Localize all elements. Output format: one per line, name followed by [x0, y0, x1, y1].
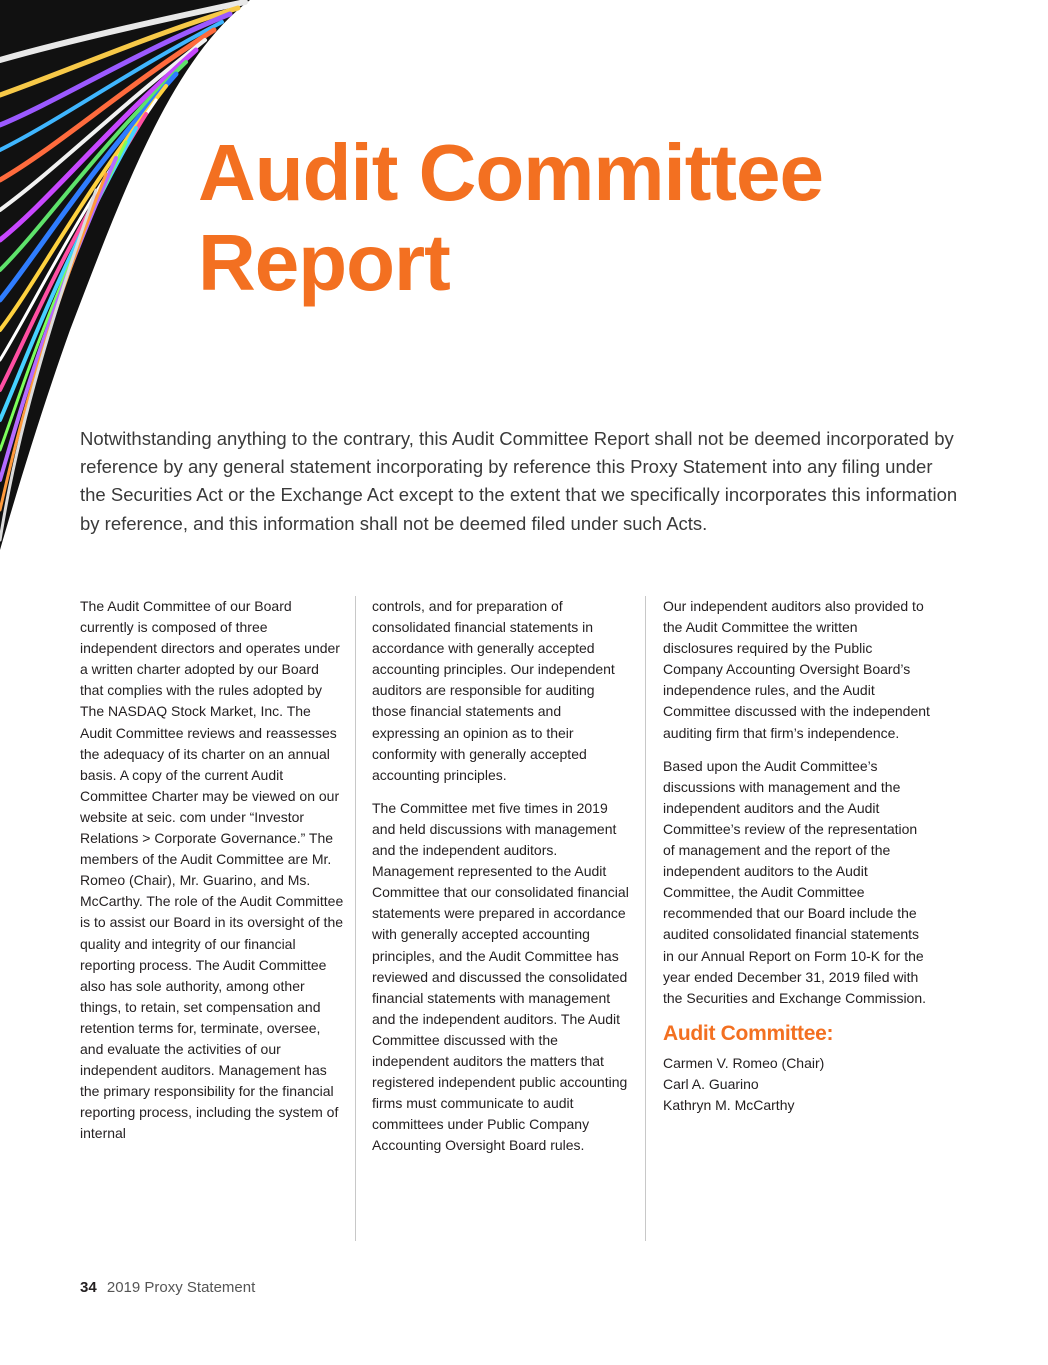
- column-1-paragraph-1: The Audit Committee of our Board currently is composed of three independent directors and operates under a written charter adopted by our Board that complies with the rules adopted by The NASDAQ Stock Market, Inc. The Audit Committee reviews and reassesses the adequacy of its charter on an annual basis. A copy of the current Audit Committee Charter may be viewed on our website at seic. com under “Investor Relations > Corporate Governance.” The members of the Audit Committee are Mr. Romeo (Chair), Mr. Guarino, and Ms. McCarthy. The role of the Audit Committee is to assist our Board in its oversight of the quality and integrity of our financial reporting process. The Audit Committee also has sole authority, among other things, to retain, set compensation and retention terms for, terminate, oversee, and evaluate the activities of our independent auditors. Management has the primary responsibility for the financial reporting process, including the system of internal: [80, 598, 344, 1142]
- committee-member: Carmen V. Romeo (Chair): [663, 1054, 825, 1071]
- intro-paragraph: Notwithstanding anything to the contrary, this Audit Committee Report shall not be deemed incorporated by reference by any general statement incorporating by reference this Proxy Statement into any filing under the Securities Act or the Exchange Act except to the extent that we specifically incorporates this information by reference, and this information shall not be deemed filed under such Acts.: [80, 428, 958, 534]
- column-3-paragraph-2: Based upon the Audit Committee’s discussions with management and the independent auditors and the Audit Committee’s review of the representation of management and the report of the independent auditors to the Audit Committee, the Audit Committee recommended that our Board include the audited consolidated financial statements in our Annual Report on Form 10-K for the year ended December 31, 2019 filed with the Securities and Exchange Commission.: [663, 757, 927, 1006]
- column-2-paragraph-2: The Committee met five times in 2019 and held discussions with management and the independent auditors. Management represented to the Audit Committee that our consolidated financial statements were prepared in accordance with generally accepted accounting principles, and the Audit Committee has reviewed and discussed the consolidated financial statements with management and the independent auditors. The Audit Committee discussed with the independent auditors the matters that registered independent public accounting firms must communicate to audit committees under Public Company Accounting Oversight Board rules.: [372, 799, 629, 1154]
- page-footer: [80, 1279, 255, 1296]
- paragraph-gap: [663, 744, 930, 756]
- column-3: [645, 596, 930, 1241]
- committee-member: Carl A. Guarino: [663, 1075, 759, 1092]
- audit-committee-heading: Audit Committee:: [663, 1021, 834, 1045]
- page-title-line-2: Report: [198, 218, 450, 307]
- column-2: [355, 596, 631, 1241]
- column-2-paragraph-1: controls, and for preparation of consolidated financial statements in accordance with generally accepted accounting principles. Our independent auditors are responsible for auditing those financial statements and expressing an opinion as to their conformity with generally accepted accounting principles.: [372, 598, 615, 783]
- paragraph-gap: [372, 786, 631, 798]
- column-1: [80, 596, 345, 1144]
- committee-member: Kathryn M. McCarthy: [663, 1096, 795, 1113]
- document-name: 2019 Proxy Statement: [106, 1279, 256, 1296]
- column-3-paragraph-1: Our independent auditors also provided to the Audit Committee the written disclosures required by the Public Company Accounting Oversight Board’s independence rules, and the Audit Committee discussed with the independent auditing firm that firm’s independence.: [663, 598, 930, 741]
- page-title: [198, 128, 823, 308]
- committee-members-list: [663, 1053, 930, 1116]
- page-number: 34: [80, 1279, 97, 1296]
- page-title-line-1: Audit Committee: [198, 128, 823, 217]
